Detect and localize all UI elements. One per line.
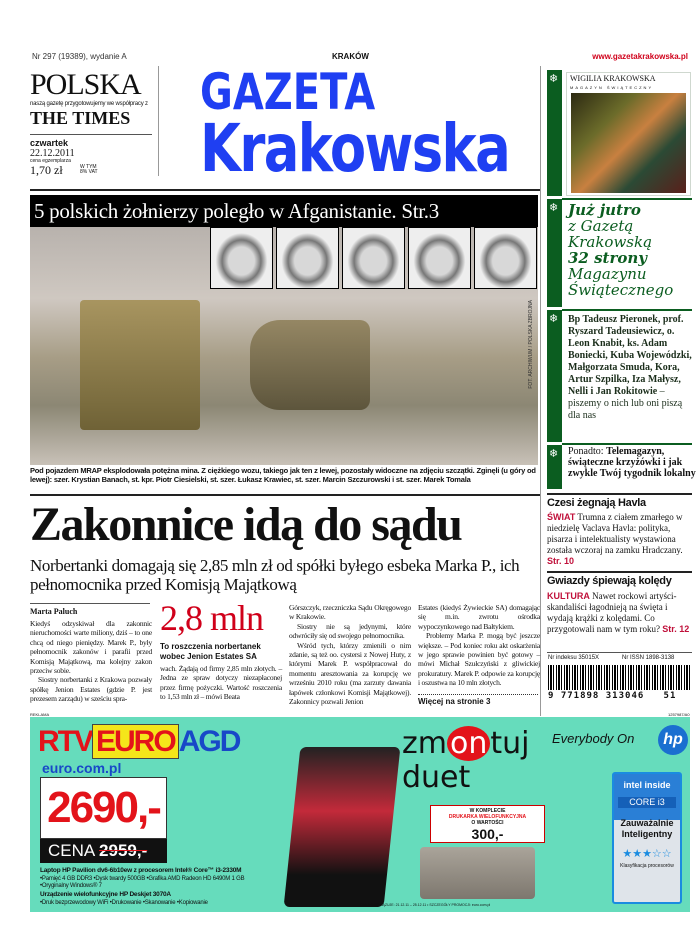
soldier-portrait [474, 227, 537, 289]
magazine-promo [568, 202, 693, 298]
brand-part: AGD [178, 725, 240, 758]
divider [158, 66, 159, 176]
paragraph: Siostry norbertanki z Krakowa pozwały spółkę Jenion Estates (gdzie P. jest prezesem zarządu) w sześciu spra- [30, 675, 152, 704]
bundle-badge [430, 805, 545, 843]
edition-city: KRAKÓW [332, 52, 369, 61]
slogan-part: zm [402, 726, 447, 761]
story-text: Trumna z ciałem zmarłego w niedzielę Vaclava Havla: polityka, pisarza i intelektualisty wystawiona została wczoraj na zamku Hradczany. [547, 512, 683, 555]
divider [562, 309, 692, 311]
slogan-part: duet [402, 760, 471, 795]
soldier-portrait [342, 227, 405, 289]
cooperation-note: naszą gazetę przygotowujemy we współpracy z [30, 101, 148, 107]
ad-slogan [402, 727, 529, 795]
brand-part: RTV [38, 725, 92, 758]
slogan-part: on [447, 726, 490, 761]
divider [562, 443, 692, 445]
divider [547, 493, 692, 495]
intel-logo: intel inside [623, 780, 671, 790]
bundle-line: O WARTOŚCI [471, 820, 504, 826]
product-name: Urządzenie wielofunkcyjne HP Deskjet 3070A [40, 891, 171, 898]
soldier-portrait [210, 227, 273, 289]
highlight-caption: To roszczenia norbertanek wobec Jenion Estates SA [160, 642, 261, 661]
divider [540, 66, 541, 716]
snowflake-icon: ❄ [549, 448, 559, 460]
article-column [30, 619, 152, 704]
paragraph: Wśród tych, którzy zmienili o nim zdanie, są też oo. cystersi z Nowej Huty, z którymi Marek P. współpracował do momentu aresztowania za korupcję we wrześniu 2010 roku (ma zarzuty dawania łapówek członkowi Komisji Majątkowej). Zakonnicy pozwali Jenion [289, 640, 411, 707]
photo-credit: FOT. ARCHIWUM / POLSKA ZBROJNA [528, 300, 534, 389]
issue-date: 22.12.2011 [30, 148, 75, 159]
bundle-value: 300,- [471, 826, 504, 842]
polska-logo: POLSKA [30, 68, 141, 101]
paragraph: Górszczyk, rzeczniczka Sądu Okręgowego w Krakowie. [289, 603, 411, 622]
section-tag: ŚWIAT [547, 512, 576, 522]
divider [547, 571, 692, 573]
divider [30, 189, 540, 191]
ad-fine-print: CENA OBOWIĄZUJE: 21.12.11 – 25.12.11 • SZCZEGÓŁY PROMOCJI: euro.com.pl [360, 903, 491, 907]
story-teaser [547, 591, 692, 635]
core-label: CORE i3 [618, 797, 676, 808]
highlight-number: 2,8 mln [160, 598, 264, 638]
paragraph: Siostry nie są jedynymi, które odwróciły się od swojego pełnomocnika. [289, 621, 411, 641]
promo-line: z Gazetą [568, 217, 634, 235]
divider [30, 494, 540, 496]
page-ref[interactable]: Str. 12 [662, 624, 690, 634]
promo-line: Magazynu [568, 265, 647, 283]
promo-line: 32 strony [568, 249, 647, 267]
paragraph: Problemy Marka P. mogą być jeszcze większe. – Pod koniec roku akt oskarżenia w jego sprawie powinien być gotowy – mówi Michał Szułczyński z gliwickiej prokuratury. Marek P. odpowie za korupcję i oszustwa na 10 mln złotych. [418, 631, 540, 688]
barcode-number: 9 771898 313046 51 [548, 691, 690, 702]
stained-glass-image [571, 93, 686, 193]
website-link[interactable]: www.gazetakrakowska.pl [592, 52, 688, 61]
green-bar [547, 70, 562, 196]
ad-code: 1257987/A0 [668, 712, 690, 717]
star-rating: ★★★☆☆ [622, 848, 672, 860]
issue-number: Nr 297 (19389), wydanie A [32, 52, 127, 61]
hp-logo: hp [658, 725, 688, 755]
lead-banner[interactable]: 5 polskich żołnierzy poległo w Afganistanie. Str.3 [30, 195, 538, 227]
product-spec: •Pamięć 4 GB DDR3 •Dysk twardy 500GB •Grafika AMD Radeon HD 6490M 1 GB [40, 876, 245, 882]
article-deck: Norbertanki domagają się 2,85 mln zł od spółki byłego esbeka Marka P., ich pełnomocnika przed Komisją Majątkową [30, 556, 520, 594]
promo-line: Już jutro [568, 201, 641, 219]
bundle-line: DRUKARKA WIELOFUNKCYJNA [448, 814, 527, 820]
slogan-part: tuj [490, 726, 530, 761]
barcode [548, 665, 690, 690]
gazeta-logo: GAZETA [200, 63, 376, 121]
divider [30, 603, 150, 604]
article-column: wach. Żądają od firmy 2,85 mln złotych. – Jedna ze spraw dotyczy niezapłaconej przez firmę pożyczki. Wartość roszczenia to 1,53 mln zł – mówi Beata [160, 664, 282, 702]
intel-text: Zauważalnie Inteligentny [620, 818, 674, 839]
old-price-label: CENA [48, 841, 95, 860]
krakowska-logo: Krakowska [200, 110, 510, 187]
story-title[interactable]: Gwiazdy śpiewają kolędy [547, 575, 672, 587]
snowflake-icon: ❄ [549, 313, 559, 325]
product-name: Laptop HP Pavilion dv6-6b10ew z procesorem Intel® Core™ i3-2330M [40, 867, 242, 874]
soldier-portrait [276, 227, 339, 289]
article-column [289, 603, 411, 706]
article-column [418, 603, 540, 688]
bundle-line: W KOMPLECIE [469, 808, 506, 814]
divider [418, 694, 538, 695]
snowflake-icon: ❄ [549, 202, 559, 214]
story-text: Nawet rockowi artyści-skandaliści łagodnieją na święta i wydają krążki z kolędami. Co przygotowali nam w tym roku? [547, 591, 677, 634]
extras-note [568, 446, 696, 479]
story-title[interactable]: Czesi żegnają Havla [547, 497, 646, 509]
magazine-subtitle: MAGAZYN ŚWIĄTECZNY [570, 85, 654, 90]
vat-note: W TYM 8% VAT [80, 164, 98, 175]
snowflake-icon: ❄ [549, 73, 559, 85]
rtv-euro-agd-logo [38, 725, 239, 759]
magazine-title: WIGILIA KRAKOWSKA [570, 74, 656, 83]
advertisement[interactable] [30, 717, 690, 912]
mrap-vehicle-image [80, 300, 200, 430]
price-label: cena egzemplarza [30, 158, 71, 164]
divider [562, 198, 692, 200]
extras-text: Telemagazyn, świąteczne krzyżówki i jak zwykle Twój tygodnik lokalny [568, 446, 696, 479]
continued-link[interactable]: Więcej na stronie 3 [418, 697, 491, 706]
issn-number: Nr ISSN 1898-3138 [622, 655, 675, 661]
hp-slogan: Everybody On [552, 731, 635, 746]
green-bar [547, 310, 562, 442]
the-times-logo: THE TIMES [30, 108, 131, 128]
rating-label: Klasyfikacja procesorów [620, 863, 674, 869]
product-spec: •Druk bezprzewodowy WiFi •Drukowanie •Skanowanie •Kopiowanie [40, 900, 208, 906]
divider [547, 652, 692, 653]
ad-site[interactable]: euro.com.pl [42, 760, 122, 776]
contributor-names: Bp Tadeusz Pieronek, prof. Ryszard Tadeusiewicz, o. Leon Knabit, ks. Adam Boniecki, Kuba Wojewódzki, Małgorzata Smuda, Kora, Artur Szpilka, Iza Małysz, Nelli i Jan Rokitowie [568, 314, 692, 397]
wreckage-image [250, 320, 370, 410]
divider [30, 134, 152, 135]
weekday: czwartek [30, 138, 69, 148]
ad-label: REKLAMA [30, 712, 50, 717]
section-tag: KULTURA [547, 591, 590, 601]
page-ref[interactable]: Str. 10 [547, 556, 575, 566]
paragraph: Kiedyś odzyskiwał dla zakonnic nieruchomości warte miliony, dziś – to one chcą od niego pieniędzy. Marek P., były pełnomocnik zakonów i parafii przed Komisją Majątkową, ma kolejny zakon przeciw sobie. [30, 619, 152, 676]
green-bar [547, 199, 562, 307]
printer-image [420, 847, 535, 899]
laptop-image [284, 747, 401, 907]
article-headline[interactable]: Zakonnice idą do sądu [30, 498, 462, 551]
paragraph: Estates (kiedyś Żywieckie SA) domagając się m.in. zwrotu ośrodka wypoczynkowego nad Bałtykiem. [418, 603, 540, 631]
extras-lead: Ponadto: [568, 446, 604, 457]
promo-line: Krakowską [568, 233, 653, 251]
soldier-portrait [408, 227, 471, 289]
story-teaser [547, 512, 692, 567]
cover-price: 1,70 zł [30, 163, 63, 177]
old-price-value: 2959,- [99, 841, 148, 860]
intel-badge [612, 772, 682, 904]
photo-caption: Pod pojazdem MRAP eksplodowała potężna mina. Z ciężkiego wozu, takiego jak ten z lewej, pozostały widoczne na zdjęciu szczątki. Zginęli (u góry od lewej): szer. Krystian Banach, st. kpr. Piotr Ciesielski, st. szer. Łukasz Krawiec, st. szer. Marcin Szczurowski i st. szer. Marek Tomala [30, 466, 536, 484]
contributors-tail: – piszemy o nich lub oni piszą dla nas [568, 386, 683, 421]
contributors-list [568, 314, 696, 422]
ad-price: 2690,- [40, 777, 167, 839]
index-number: Nr indeksu 35015X [548, 655, 600, 661]
author-byline: Marta Paluch [30, 607, 78, 616]
old-price [40, 839, 167, 863]
brand-part: EURO [92, 724, 179, 759]
promo-line: Świątecznego [568, 281, 674, 299]
product-spec: •Oryginalny Windows® 7 [40, 883, 102, 889]
